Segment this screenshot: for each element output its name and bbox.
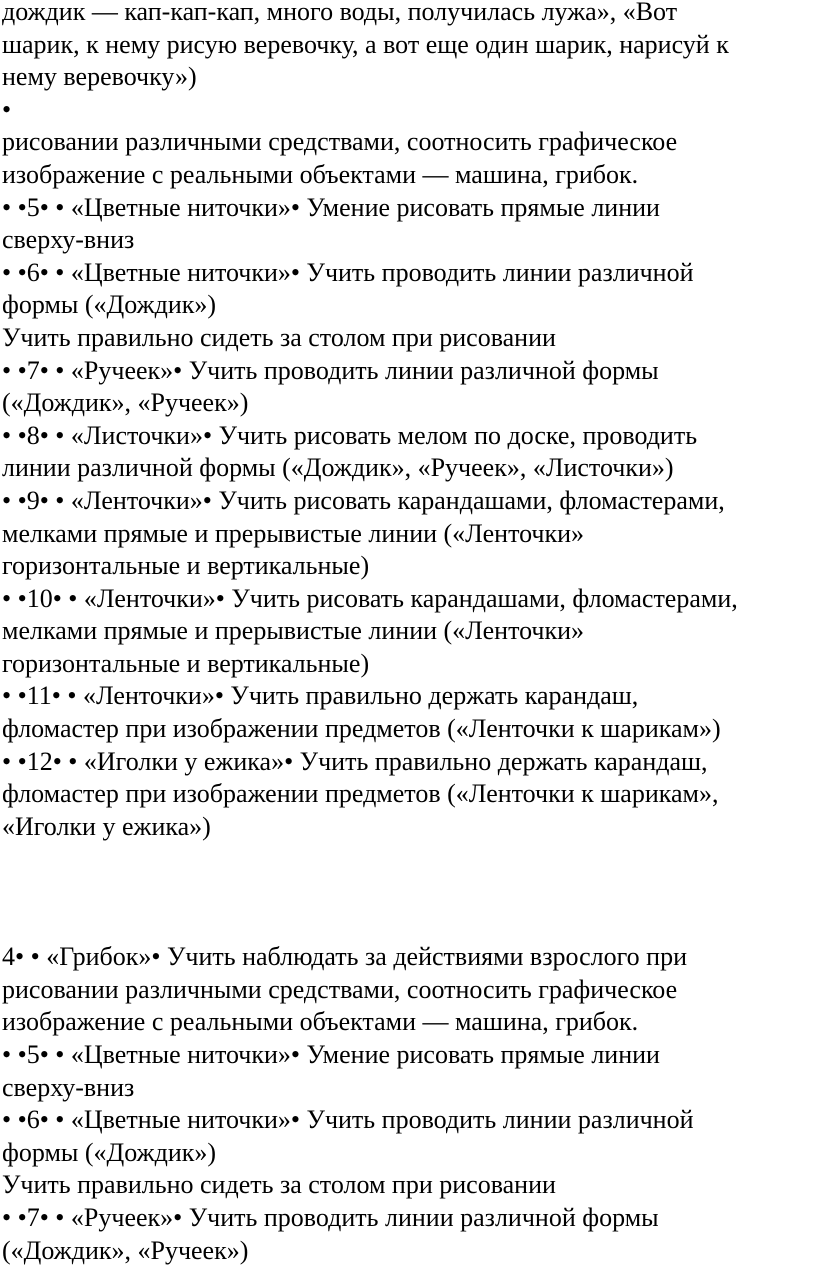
text-line: • •7• • «Ручеек»• Учить проводить линии различной формы [2, 1202, 659, 1232]
blank-gap [2, 843, 814, 941]
text-line: • •9• • «Ленточки»• Учить рисовать карандашами, фломастерами, [2, 485, 725, 515]
text-line: формы («Дождик») [2, 1137, 217, 1167]
text-line: горизонтальные и вертикальные) [2, 648, 370, 678]
text-line: изображение с реальными объектами — машина, грибок. [2, 159, 639, 189]
text-block-first [2, 0, 814, 843]
text-line: фломастер при изображении предметов («Ленточки к шарикам») [2, 714, 721, 744]
text-line: рисовании различными средствами, соотносить графическое [2, 974, 678, 1004]
text-line: «Иголки у ежика») [2, 811, 211, 841]
text-line: линии различной формы («Дождик», «Ручеек», «Листочки») [2, 453, 674, 483]
text-line: горизонтальные и вертикальные) [2, 551, 370, 581]
text-line: формы («Дождик») [2, 290, 217, 320]
text-line: изображение с реальными объектами — машина, грибок. [2, 1007, 639, 1037]
text-line: • •8• • «Листочки»• Учить рисовать мелом по доске, проводить [2, 420, 698, 450]
text-line: («Дождик», «Ручеек») [2, 388, 249, 418]
text-line: сверху-вниз [2, 225, 135, 255]
text-line: 4• • «Грибок»• Учить наблюдать за действиями взрослого при [2, 942, 687, 972]
text-line: Учить правильно сидеть за столом при рисовании [2, 322, 556, 352]
document-page [2, 0, 814, 1267]
text-line: фломастер при изображении предметов («Ленточки к шарикам», [2, 779, 719, 809]
text-line: • •5• • «Цветные ниточки»• Умение рисовать прямые линии [2, 1040, 660, 1070]
text-line: Учить правильно сидеть за столом при рисовании [2, 1170, 556, 1200]
bullet-line: • [2, 94, 12, 124]
text-line: шарик, к нему рисую веревочку, а вот еще один шарик, нарисуй к [2, 29, 729, 59]
text-line: («Дождик», «Ручеек») [2, 1235, 249, 1265]
text-line: • •7• • «Ручеек»• Учить проводить линии различной формы [2, 355, 659, 385]
text-line: • •6• • «Цветные ниточки»• Учить проводить линии различной [2, 257, 694, 287]
text-line: нему веревочку») [2, 62, 197, 92]
text-line: • •5• • «Цветные ниточки»• Умение рисовать прямые линии [2, 192, 660, 222]
text-line: • •10• • «Ленточки»• Учить рисовать карандашами, фломастерами, [2, 583, 738, 613]
text-line: рисовании различными средствами, соотносить графическое [2, 127, 678, 157]
text-line: дождик — кап-кап-кап, много воды, получилась лужа», «Вот [2, 0, 678, 26]
text-line: • •12• • «Иголки у ежика»• Учить правильно держать карандаш, [2, 746, 708, 776]
text-block-second [2, 941, 814, 1267]
text-line: сверху-вниз [2, 1072, 135, 1102]
text-line: • •11• • «Ленточки»• Учить правильно держать карандаш, [2, 681, 639, 711]
text-line: мелками прямые и прерывистые линии («Ленточки» [2, 518, 585, 548]
text-line: мелками прямые и прерывистые линии («Ленточки» [2, 616, 585, 646]
text-line: • •6• • «Цветные ниточки»• Учить проводить линии различной [2, 1105, 694, 1135]
